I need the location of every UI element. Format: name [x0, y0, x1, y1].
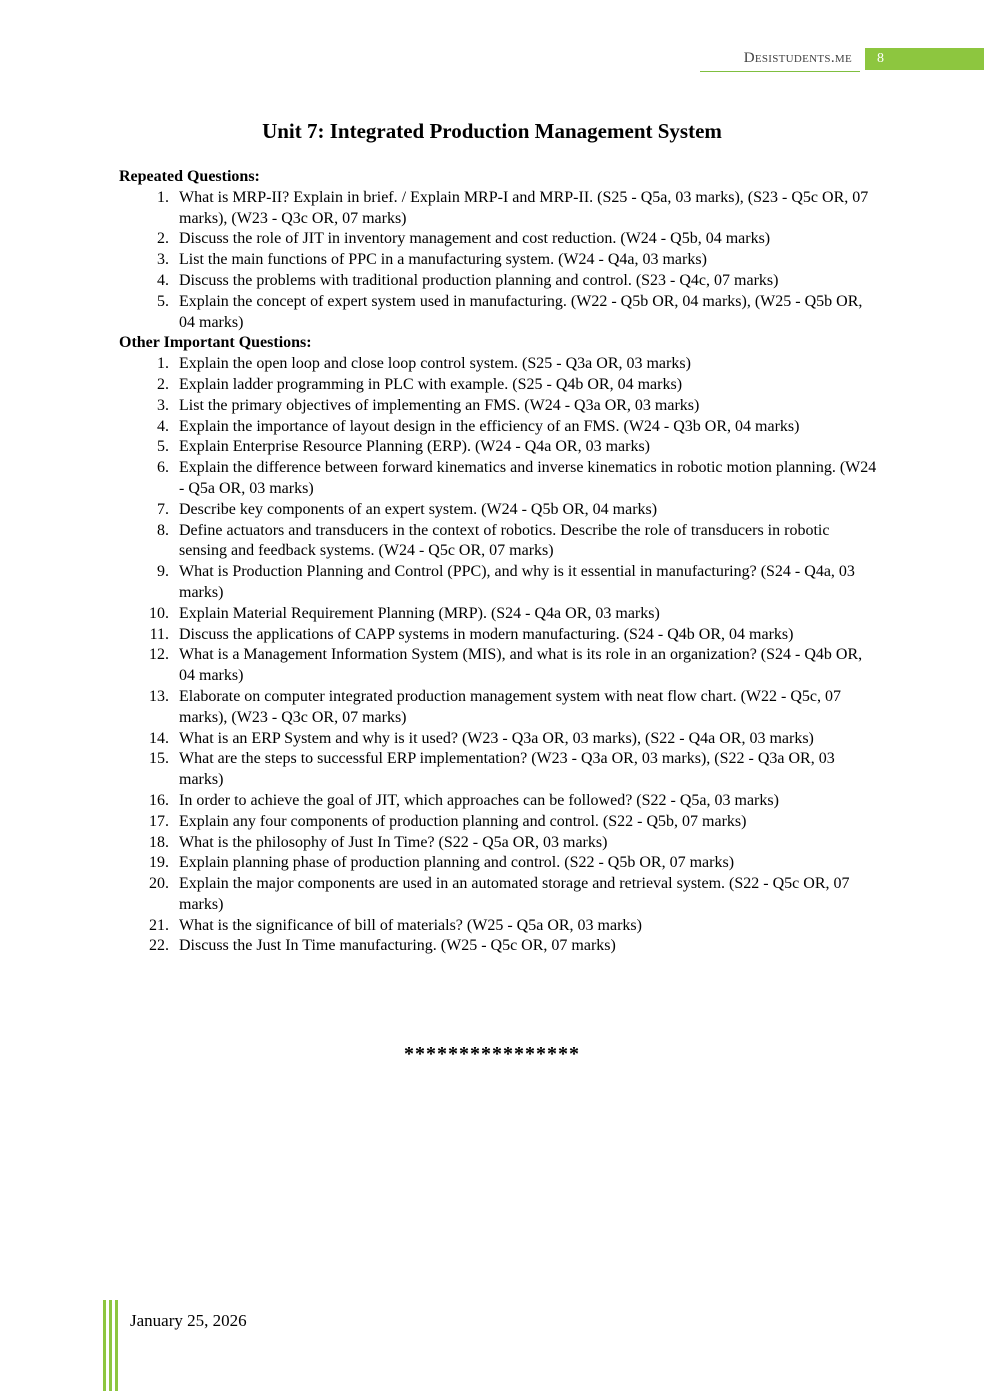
question-text: Explain Enterprise Resource Planning (ERP). (W24 - Q4a OR, 03 marks): [179, 438, 651, 456]
question-text: Describe key components of an expert system. (W24 - Q5b OR, 04 marks): [179, 500, 658, 518]
question-text: In order to achieve the goal of JIT, which approaches can be followed? (S22 - Q5a, 03 marks): [179, 791, 779, 809]
question-item: [119, 292, 879, 334]
question-item: [119, 188, 879, 230]
question-number: 15.: [149, 750, 169, 768]
question-item: [119, 749, 879, 791]
site-name: Desistudents.me: [743, 50, 852, 66]
header-rule: [700, 71, 860, 72]
question-item: [119, 229, 879, 250]
question-number: 4.: [157, 271, 169, 289]
question-number: 21.: [149, 916, 169, 934]
question-number: 19.: [149, 854, 169, 872]
question-number: 4.: [157, 417, 169, 435]
other-questions-heading: Other Important Questions:: [119, 334, 312, 352]
unit-title: Unit 7: Integrated Production Management System: [262, 119, 722, 143]
question-text: What is the philosophy of Just In Time? (S22 - Q5a OR, 03 marks): [179, 833, 608, 851]
question-text: Explain the importance of layout design in the efficiency of an FMS. (W24 - Q3b OR, 04 marks): [179, 417, 800, 435]
question-text: Define actuators and transducers in the context of robotics. Describe the role of transducers in robotic sensing and feedback systems. (W24 - Q5c OR, 07 marks): [179, 521, 830, 560]
question-item: [119, 604, 879, 625]
question-text: List the main functions of PPC in a manufacturing system. (W24 - Q4a, 03 marks): [179, 251, 707, 269]
question-number: 3.: [157, 396, 169, 414]
page-header: [0, 48, 984, 72]
question-text: Discuss the Just In Time manufacturing. (W25 - Q5c OR, 07 marks): [179, 937, 616, 955]
repeated-questions-heading: Repeated Questions:: [119, 168, 260, 185]
question-item: [119, 833, 879, 854]
footer-date: January 25, 2026: [130, 1311, 247, 1330]
question-item: [119, 250, 879, 271]
question-item: [119, 417, 879, 438]
end-separator: ****************: [404, 1043, 580, 1065]
question-text: Explain Material Requirement Planning (MRP). (S24 - Q4a OR, 03 marks): [179, 604, 660, 622]
question-number: 22.: [149, 937, 169, 955]
question-text: Explain any four components of production planning and control. (S22 - Q5b, 07 marks): [179, 812, 747, 830]
question-number: 10.: [149, 604, 169, 622]
question-text: What is MRP-II? Explain in brief. / Explain MRP-I and MRP-II. (S25 - Q5a, 03 marks), (S23 - Q5c OR, 07 marks), (W23 - Q3c OR, 07 marks): [179, 188, 869, 227]
page-number-badge: 8: [865, 48, 984, 70]
question-number: 2.: [157, 375, 169, 393]
question-text: Elaborate on computer integrated production management system with neat flow chart. (W22 - Q5c, 07 marks), (W23 - Q3c OR, 07 marks): [179, 687, 842, 726]
question-item: [119, 916, 879, 937]
question-item: [119, 729, 879, 750]
question-text: Discuss the applications of CAPP systems in modern manufacturing. (S24 - Q4b OR, 04 marks): [179, 625, 794, 643]
question-number: 18.: [149, 833, 169, 851]
question-number: 17.: [149, 812, 169, 830]
question-item: [119, 458, 879, 500]
question-number: 1.: [157, 188, 169, 206]
question-item: [119, 396, 879, 417]
question-number: 12.: [149, 646, 169, 664]
question-text: What is a Management Information System (MIS), and what is its role in an organization? (S24 - Q4b OR, 04 marks): [179, 646, 863, 685]
question-number: 13.: [149, 687, 169, 705]
question-text: Explain the open loop and close loop control system. (S25 - Q3a OR, 03 marks): [179, 355, 691, 373]
question-number: 8.: [157, 521, 169, 539]
question-item: [119, 645, 879, 687]
question-text: Explain planning phase of production planning and control. (S22 - Q5b OR, 07 marks): [179, 854, 735, 872]
question-text: What is the significance of bill of materials? (W25 - Q5a OR, 03 marks): [179, 916, 642, 934]
question-text: What is Production Planning and Control (PPC), and why is it essential in manufacturing? (S24 - Q4a, 03 marks): [179, 563, 855, 601]
question-item: [119, 562, 879, 604]
question-item: [119, 625, 879, 646]
question-number: 14.: [149, 729, 169, 747]
question-item: [119, 687, 879, 729]
question-number: 2.: [157, 230, 169, 248]
question-number: 5.: [157, 292, 169, 310]
question-number: 1.: [157, 355, 169, 373]
question-item: [119, 791, 879, 812]
question-number: 5.: [157, 438, 169, 456]
question-item: [119, 812, 879, 833]
question-text: Explain the major components are used in an automated storage and retrieval system. (S22 - Q5c OR, 07 marks): [179, 875, 850, 913]
question-text: Explain the difference between forward kinematics and inverse kinematics in robotic motion planning. (W24 - Q5a OR, 03 marks): [179, 459, 877, 497]
question-text: Explain ladder programming in PLC with example. (S25 - Q4b OR, 04 marks): [179, 375, 683, 393]
question-item: [119, 500, 879, 521]
question-number: 6.: [157, 459, 169, 477]
question-text: What is an ERP System and why is it used? (W23 - Q3a OR, 03 marks), (S22 - Q4a OR, 03 marks): [179, 729, 814, 747]
question-item: [119, 375, 879, 396]
question-number: 16.: [149, 791, 169, 809]
question-content: [119, 167, 879, 957]
question-number: 7.: [157, 500, 169, 518]
question-item: [119, 521, 879, 563]
question-number: 11.: [149, 625, 169, 643]
question-number: 9.: [157, 563, 169, 581]
question-item: [119, 874, 879, 916]
repeated-questions-list: [119, 188, 879, 334]
question-item: [119, 437, 879, 458]
question-text: Discuss the problems with traditional production planning and control. (S23 - Q4c, 07 marks): [179, 271, 779, 289]
question-item: [119, 354, 879, 375]
question-text: Explain the concept of expert system used in manufacturing. (W22 - Q5b OR, 04 marks), (W25 - Q5b OR, 04 marks): [179, 292, 863, 331]
footer-accent-bars: [103, 1300, 119, 1391]
question-text: What are the steps to successful ERP implementation? (W23 - Q3a OR, 03 marks), (S22 - Q3a OR, 03 marks): [179, 750, 835, 789]
question-item: [119, 271, 879, 292]
question-number: 20.: [149, 875, 169, 893]
question-item: [119, 936, 879, 957]
question-number: 3.: [157, 251, 169, 269]
other-questions-list: [119, 354, 879, 957]
question-text: List the primary objectives of implementing an FMS. (W24 - Q3a OR, 03 marks): [179, 396, 700, 414]
question-text: Discuss the role of JIT in inventory management and cost reduction. (W24 - Q5b, 04 marks): [179, 230, 771, 248]
question-item: [119, 853, 879, 874]
